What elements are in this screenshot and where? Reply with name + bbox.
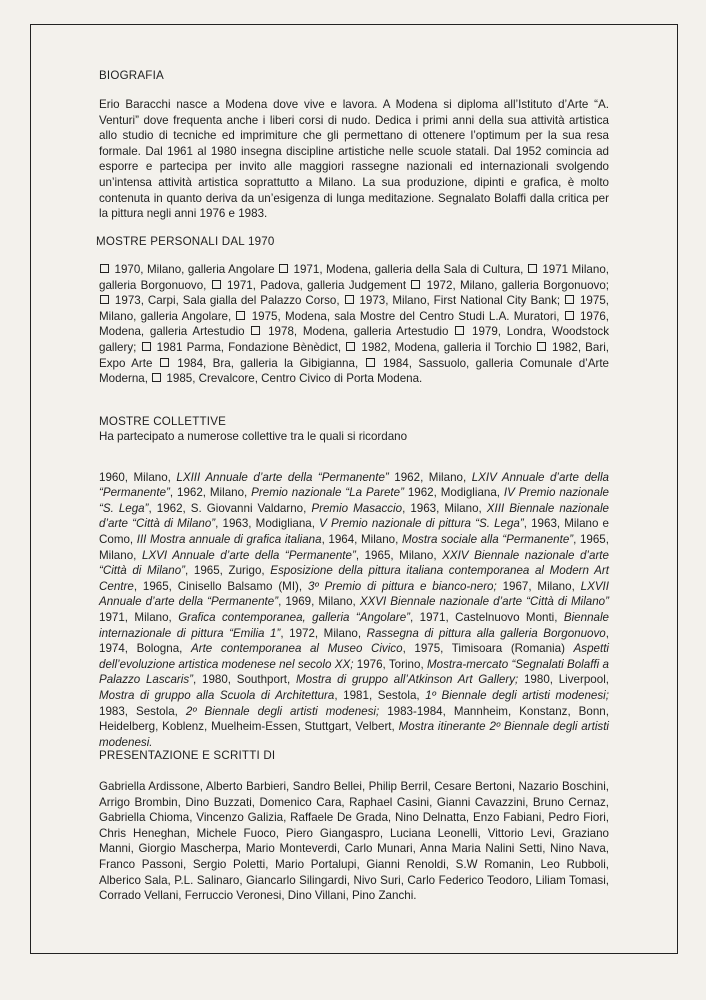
exhibition-item: 1981 Parma, Fondazione Bènèdict, bbox=[152, 340, 346, 354]
exhibition-place-date: 1983-1984, Mannheim, Konstanz, Bonn, Heidelberg, Koblenz, Muelheim-Essen, Stuttgart, Velbert, bbox=[99, 704, 609, 734]
mostre-collettive-text bbox=[99, 470, 609, 751]
square-bullet-icon bbox=[537, 342, 546, 351]
section-biografia bbox=[99, 68, 609, 222]
exhibition-item: 1982, Bari, Expo Arte bbox=[99, 340, 610, 370]
exhibition-item: 1971, Modena, galleria della Sala di Cultura, bbox=[290, 263, 527, 276]
exhibition-place-date: , 1980, Southport, bbox=[193, 673, 296, 687]
exhibition-place-date: 1962, Milano, bbox=[388, 470, 472, 484]
presentazione-text: Gabriella Ardissone, Alberto Barbieri, Sandro Bellei, Philip Berril, Cesare Bertoni, Nazario Boschini, Arrigo Brombin, Dino Buzzati, Domenico Cara, Raphael Casini, Gianni Cavazzini, Bruno Cernaz, Gabriella Chioma, Vincenzo Galizia, Raffaele De Grada, Nino Delnatta, Enzo Fabiani, Pedro Fiori, Chris Heneghan, Michele Fuoco, Piero Giangaspro, Luciana Leonelli, Vittorio Levi, Graziano Manni, Giorgio Mascherpa, Mario Monteverdi, Carlo Munari, Anna Maria Nalini Setti, Nino Nava, Franco Passoni, Sergio Poletti, Mario Portalupi, Gianni Renoldi, S.W Romanin, Leo Rubboli, Alberico Sala, P.L. Salinaro, Giancarlo Silingardi, Nivo Suri, Carlo Federico Teodoro, Liliam Tomasi, Corrado Vellani, Ferruccio Veronesi, Dino Villani, Pino Zanchi. bbox=[99, 780, 609, 903]
section-presentazione bbox=[99, 748, 609, 904]
square-bullet-icon bbox=[100, 264, 109, 273]
square-bullet-icon bbox=[236, 311, 245, 320]
exhibition-title: Mostra-mercato “Segnalati Bolaffi a Palazzo Lascaris” bbox=[99, 657, 609, 687]
exhibition-title: LXIII Annuale d’arte della “Permanente” bbox=[176, 470, 389, 484]
exhibition-item: 1975, Modena, sala Mostre del Centro Studi L.A. Muratori, bbox=[247, 309, 564, 323]
exhibition-title: 3º Premio di pittura e bianco-nero; bbox=[307, 579, 497, 593]
square-bullet-icon bbox=[455, 326, 464, 335]
exhibition-title: Mostra sociale alla “Permanente” bbox=[401, 532, 574, 546]
exhibition-place-date: , 1963, Modigliana, bbox=[215, 517, 320, 531]
exhibition-item: 1982, Modena, galleria il Torchio bbox=[357, 340, 536, 354]
exhibition-title: Rassegna di pittura alla galleria Borgonuovo bbox=[366, 626, 606, 640]
heading-mostre-personali: MOSTRE PERSONALI DAL 1970 bbox=[96, 235, 275, 248]
square-bullet-icon bbox=[565, 311, 574, 320]
square-bullet-icon bbox=[345, 295, 354, 304]
exhibition-title: XIII Biennale nazionale d’arte “Città di Milano” bbox=[99, 501, 609, 531]
exhibition-title: III Mostra annuale di grafica italiana bbox=[136, 532, 322, 546]
square-bullet-icon bbox=[152, 373, 161, 382]
exhibition-item: 1979, Londra, Woodstock gallery; bbox=[99, 325, 609, 354]
section-mostre-collettive bbox=[99, 414, 609, 750]
exhibition-place-date: , 1972, Milano, bbox=[280, 626, 367, 640]
square-bullet-icon bbox=[251, 326, 260, 335]
exhibition-title: Mostra itinerante 2º Biennale degli artisti modenesi. bbox=[99, 720, 609, 749]
exhibition-title: XXVI Biennale nazionale d’arte “Città di Milano” bbox=[359, 595, 609, 609]
exhibition-place-date: , 1975, Timisoara (Romania) bbox=[402, 642, 574, 656]
exhibition-title: Biennale internazionale di pittura “Emilia 1” bbox=[99, 610, 609, 640]
heading-biografia: BIOGRAFIA bbox=[99, 69, 164, 82]
exhibition-place-date: , 1974, Bologna, bbox=[99, 626, 609, 656]
exhibition-place-date: , 1962, S. Giovanni Valdarno, bbox=[148, 501, 312, 515]
square-bullet-icon bbox=[565, 295, 574, 304]
exhibition-title: Mostra di gruppo all’Atkinson Art Gallery; bbox=[296, 673, 519, 687]
exhibition-title: Aspetti dell’evoluzione artistica modenese nel secolo XX; bbox=[99, 642, 609, 671]
exhibition-title: LXVII Annuale d’arte della “Permanente” bbox=[99, 579, 609, 609]
square-bullet-icon bbox=[212, 280, 221, 289]
square-bullet-icon bbox=[160, 358, 169, 367]
exhibition-place-date: 1962, Modigliana, bbox=[403, 486, 504, 500]
exhibition-item: 1971, Padova, galleria Judgement bbox=[222, 278, 411, 292]
exhibition-place-date: 1983, Sestola, bbox=[99, 704, 186, 718]
exhibition-title: Premio nazionale “La Parete” bbox=[251, 486, 404, 500]
heading-presentazione: PRESENTAZIONE E SCRITTI DI bbox=[99, 749, 276, 762]
exhibition-title: 2º Biennale degli artisti modenesi; bbox=[185, 704, 380, 718]
exhibition-title: Grafica contemporanea, galleria “Angolare” bbox=[178, 610, 411, 624]
square-bullet-icon bbox=[528, 264, 537, 273]
exhibition-place-date: 1971, Milano, bbox=[99, 610, 179, 624]
exhibition-place-date: 1960, Milano, bbox=[99, 470, 177, 484]
exhibition-title: LXIV Annuale d’arte della “Permanente” bbox=[99, 470, 609, 500]
mostre-personali-list bbox=[99, 262, 609, 387]
exhibition-place-date: 1976, Torino, bbox=[353, 657, 427, 671]
exhibition-item: 1984, Bra, galleria la Gibigianna, bbox=[170, 356, 365, 370]
exhibition-place-date: , 1962, Milano, bbox=[169, 486, 252, 500]
exhibition-title: LXVI Annuale d’arte della “Permanente” bbox=[141, 548, 356, 562]
biografia-text: Erio Baracchi nasce a Modena dove vive e lavora. A Modena si diploma all’Istituto d’Arte “A. Venturi” dove frequenta anche i liberi corsi di nudo. Dedica i primi anni della sua attività artistica allo studio di tecniche ed imprimiture che gli permettano di ottenere l’optimum per la sua resa formale. Dal 1961 al 1980 insegna discipline artistiche nelle scuole statali. Dal 1952 comincia ad esporre e partecipa per invito alle maggiori rassegne nazionali ed internazionali svolgendo un’intensa attività artistica soprattutto a Milano. La sua produzione, dipinti e grafica, è molto contenuta in quanto deriva da un’esigenza di lunga meditazione. Segnalato Bolaffi dalla critica per la pittura negli anni 1976 e 1983. bbox=[99, 98, 609, 221]
square-bullet-icon bbox=[100, 295, 109, 304]
exhibition-title: 1º Biennale degli artisti modenesi; bbox=[425, 688, 609, 702]
exhibition-title: IV Premio nazionale “S. Lega” bbox=[99, 486, 609, 515]
exhibition-place-date: , 1969, Milano, bbox=[278, 595, 360, 609]
exhibition-title: Esposizione della pittura italiana contemporanea al Modern Art Centre bbox=[99, 564, 609, 593]
exhibition-place-date: 1980, Liverpool, bbox=[518, 673, 609, 687]
exhibition-place-date: , 1971, Castelnuovo Monti, bbox=[410, 610, 564, 624]
exhibition-title: XXIV Biennale nazionale d’arte “Città di Milano” bbox=[99, 548, 609, 578]
exhibition-place-date: , 1964, Milano, bbox=[321, 532, 402, 546]
square-bullet-icon bbox=[366, 358, 375, 367]
exhibition-item: 1973, Milano, First National City Bank; bbox=[355, 294, 565, 308]
exhibition-item: 1975, Milano, galleria Angolare, bbox=[99, 294, 610, 323]
exhibition-place-date: , 1965, Milano, bbox=[355, 548, 443, 562]
exhibition-item: 1971 Milano, galleria Borgonuovo, bbox=[99, 263, 610, 292]
square-bullet-icon bbox=[142, 342, 151, 351]
exhibition-place-date: 1967, Milano, bbox=[496, 579, 581, 593]
square-bullet-icon bbox=[411, 280, 420, 289]
exhibition-place-date: , 1965, Milano, bbox=[99, 532, 609, 562]
exhibition-title: Arte contemporanea al Museo Civico bbox=[190, 642, 403, 656]
exhibition-title: V Premio nazionale di pittura “S. Lega” bbox=[319, 517, 524, 531]
exhibition-item: 1978, Modena, galleria Artestudio bbox=[262, 325, 455, 339]
exhibition-item: 1973, Carpi, Sala gialla del Palazzo Corso, bbox=[111, 294, 344, 308]
exhibition-place-date: , 1981, Sestola, bbox=[334, 688, 426, 702]
section-mostre-personali bbox=[96, 234, 610, 387]
exhibition-place-date: , 1965, Zurigo, bbox=[185, 564, 271, 578]
exhibition-place-date: , 1965, Cinisello Balsamo (MI), bbox=[133, 579, 308, 593]
exhibition-item: 1972, Milano, galleria Borgonuovo; bbox=[422, 278, 609, 292]
square-bullet-icon bbox=[279, 264, 288, 273]
exhibition-item: 1985, Crevalcore, Centro Civico di Porta Modena. bbox=[163, 372, 423, 386]
exhibition-place-date: , 1963, Milano e Como, bbox=[99, 517, 609, 546]
exhibition-title: Mostra di gruppo alla Scuola di Architettura bbox=[99, 688, 335, 702]
exhibition-item: 1970, Milano, galleria Angolare bbox=[111, 263, 279, 276]
exhibition-item: 1976, Modena, galleria Artestudio bbox=[99, 309, 610, 339]
exhibition-place-date: , 1963, Milano, bbox=[402, 501, 487, 515]
square-bullet-icon bbox=[346, 342, 355, 351]
collettive-subtitle: Ha partecipato a numerose collettive tra le quali si ricordano bbox=[99, 430, 408, 443]
exhibition-item: 1984, Sassuolo, galleria Comunale d’Arte Moderna, bbox=[99, 356, 609, 386]
exhibition-title: Premio Masaccio bbox=[311, 501, 403, 515]
heading-mostre-collettive: MOSTRE COLLETTIVE bbox=[99, 415, 227, 428]
